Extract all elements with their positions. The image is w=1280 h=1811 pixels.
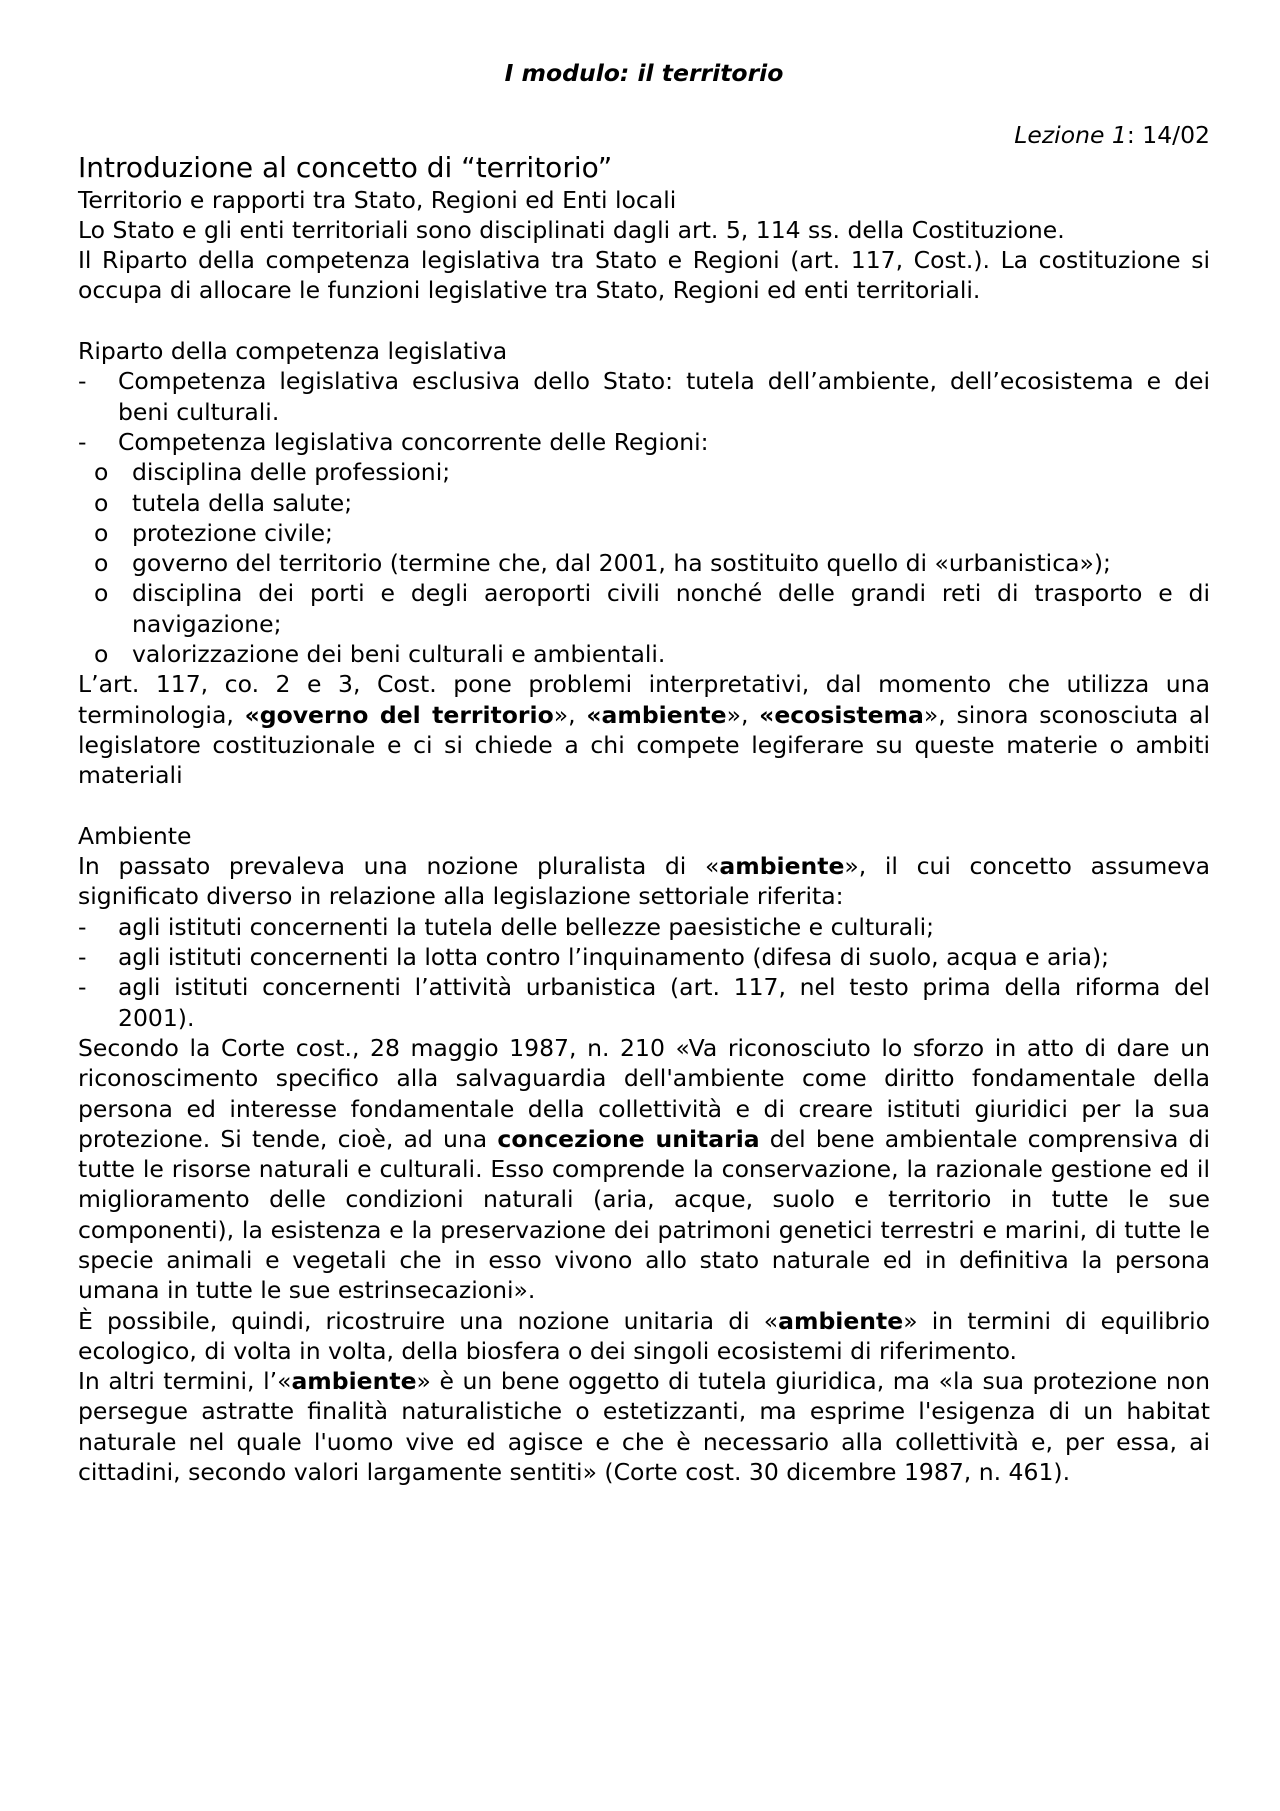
riparto-paragraph: L’art. 117, co. 2 e 3, Cost. pone problemi interpretativi, dal momento che utilizza una terminologia, «governo del territorio», «ambiente», «ecosistema», sinora sconosciuta al legislatore costituzionale e ci si chiede a chi compete legiferare su queste materie o ambiti materiali [78,670,1210,790]
ambiente-paragraph-3: È possibile, quindi, ricostruire una nozione unitaria di «ambiente» in termini di equilibrio ecologico, di volta in volta, della biosfera o dei singoli ecosistemi di riferimento. [78,1306,1210,1365]
ambiente-paragraph-1: In passato prevaleva una nozione pluralista di «ambiente», il cui concetto assumeva significato diverso in relazione alla legislazione settoriale riferita: [78,852,1211,911]
bold-term: ambiente [778,1306,904,1335]
spacer [78,791,1210,821]
ambiente-paragraph-2: Secondo la Corte cost., 28 maggio 1987, n. 210 «Va riconosciuto lo sforzo in atto di dare un riconoscimento specifico alla salvaguardia dell'ambiente come diritto fondamentale della persona ed interesse fondamentale della collettività e di creare istituti giuridici per la sua protezione. Si tende, cioè, ad una concezione unitaria del bene ambientale comprensiva di tutte le risorse naturali e culturali. Esso comprende la conservazione, la razionale gestione ed il miglioramento delle condizioni naturali (aria, acque, suolo e territorio in tutte le sue componenti), la esistenza e la preservazione dei patrimoni genetici terrestri e marini, di tutte le specie animali e vegetali che in esso vivono allo stato naturale ed in definitiva la persona umana in tutte le sue estrinsecazioni». [78,1033,1210,1305]
document-page [78,58,1210,1487]
bold-term: ambiente [291,1367,417,1396]
ambiente-paragraph-4: In altri termini, l’«ambiente» è un bene oggetto di tutela giuridica, ma «la sua protezione non persegue astratte finalità naturalistiche o estetizzanti, ma esprime l'esigenza di un habitat naturale nel quale l'uomo vive ed agisce e che è necessario alla collettività e, per essa, ai cittadini, secondo valori largamente sentiti» (Corte cost. 30 dicembre 1987, n. 461). [78,1367,1210,1487]
bold-term: ambiente [719,852,845,881]
list-item: o tutela della salute; [78,488,1210,518]
ambiente-dash-list [78,912,1210,1033]
bold-term: ambiente [601,700,727,729]
list-item: - Competenza legislativa esclusiva dello Stato: tutela dell’ambiente, dell’ecosistema e dei beni culturali. [78,366,1210,427]
riparto-sub-list [78,457,1210,669]
list-item: o disciplina delle professioni; [78,457,1210,487]
intro-paragraph-1: Lo Stato e gli enti territoriali sono disciplinati dagli art. 5, 114 ss. della Costituzione. [78,215,1065,244]
list-item: - agli istituti concernenti l’attività urbanistica (art. 117, nel testo prima della riforma del 2001). [78,972,1210,1033]
lesson-label: Lezione 1 [1014,121,1127,150]
riparto-heading: Riparto della competenza legislativa [78,337,508,366]
bold-term: governo del territorio [259,700,554,729]
section-heading: Introduzione al concetto di “territorio” [78,150,613,184]
bold-term: ecosistema [774,700,924,729]
riparto-dash-list [78,366,1210,457]
lesson-date: : 14/02 [1126,121,1210,150]
bold-term: concezione unitaria [497,1124,760,1153]
list-item: o valorizzazione dei beni culturali e ambientali. [78,639,1210,669]
list-item: o disciplina dei porti e degli aeroporti civili nonché delle grandi reti di trasporto e di navigazione; [78,578,1210,639]
list-item: o protezione civile; [78,518,1210,548]
intro-subtitle: Territorio e rapporti tra Stato, Regioni ed Enti locali [78,185,677,214]
spacer [78,306,1210,336]
intro-paragraph-2: Il Riparto della competenza legislativa tra Stato e Regioni (art. 117, Cost.). La costituzione si occupa di allocare le funzioni legislative tra Stato, Regioni ed enti territoriali. [78,246,1210,305]
module-title: I modulo: il territorio [504,59,784,87]
list-item: - agli istituti concernenti la tutela delle bellezze paesistiche e culturali; [78,912,1210,942]
list-item: - Competenza legislativa concorrente delle Regioni: [78,427,1210,457]
list-item: o governo del territorio (termine che, dal 2001, ha sostituito quello di «urbanistica»); [78,548,1210,578]
list-item: - agli istituti concernenti la lotta contro l’inquinamento (difesa di suolo, acqua e aria); [78,942,1210,972]
lesson-line [78,120,1210,150]
ambiente-heading: Ambiente [78,821,192,850]
